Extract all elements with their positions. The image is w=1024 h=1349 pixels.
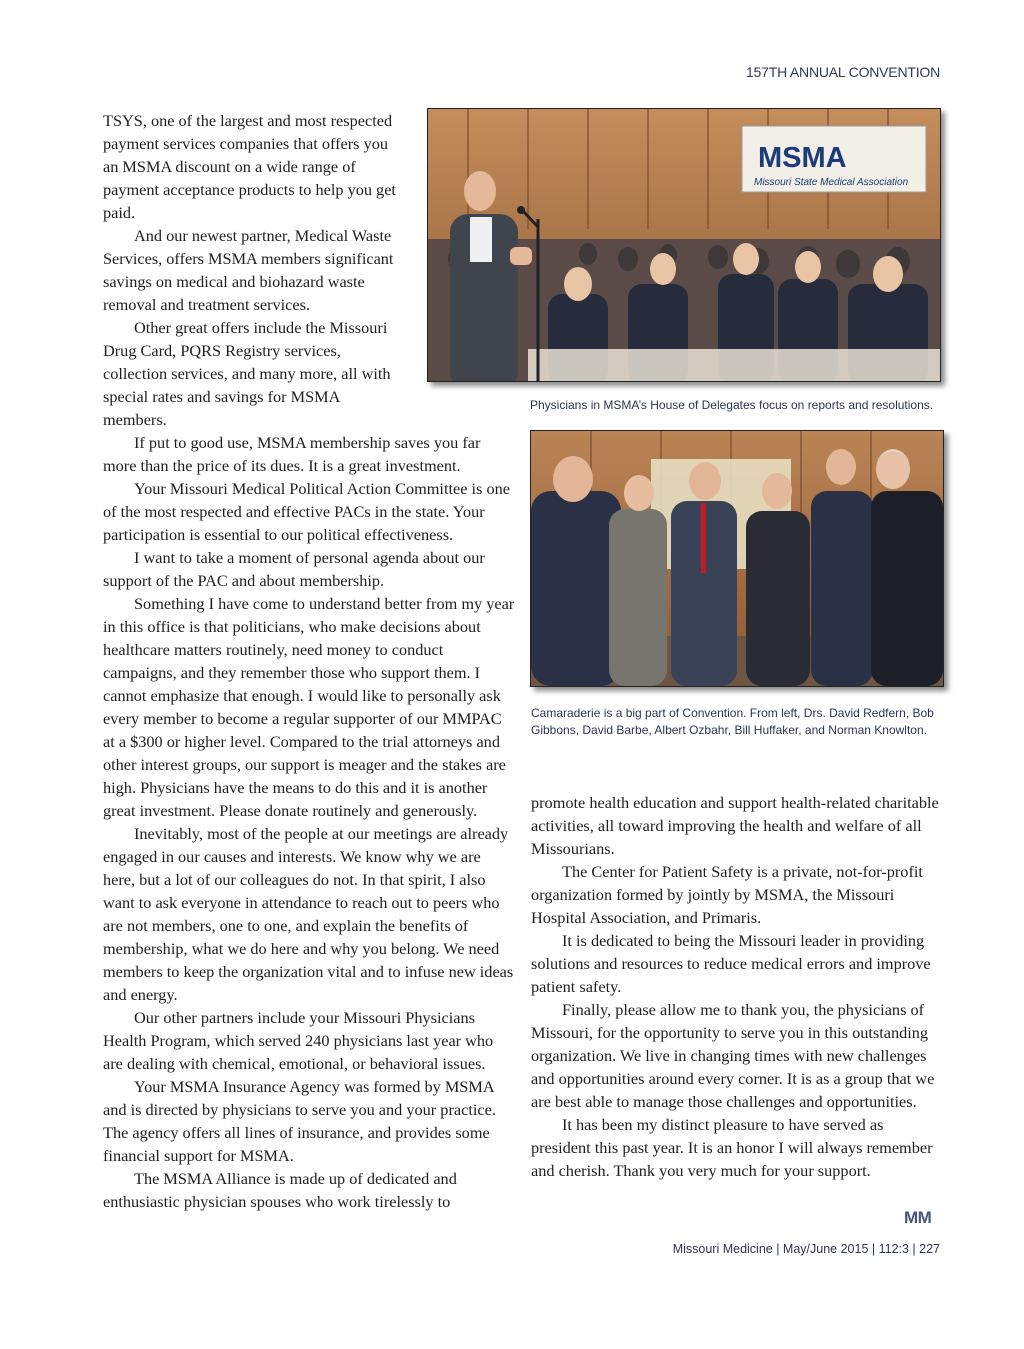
paragraph: It has been my distinct pleasure to have served as president this past year. It is an honor I will always remember and cherish. Thank you very much for your support. bbox=[531, 1115, 933, 1180]
paragraph: Our other partners include your Missouri Physicians Health Program, which served 240 physicians last year who are dealing with chemical, emotional, or behavioral issues. bbox=[103, 1008, 494, 1073]
physicians-group-photo bbox=[530, 430, 944, 687]
paragraph: And our newest partner, Medical Waste Services, offers MSMA members significant savings on medical and biohazard waste removal and treatment services. bbox=[103, 226, 394, 314]
paragraph: Other great offers include the Missouri Drug Card, PQRS Registry services, collection services, and many more, all with special rates and savings for MSMA members. bbox=[103, 318, 391, 429]
paragraph: Something I have come to understand better from my year in this office is that politicians, who make decisions about healthcare matters routinely, need money to conduct campaigns, and they remember those who support them. I cannot emphasize that enough. I would like to personally ask every member to become a regular supporter of our MMPAC at a $300 or higher level. Compared to the trial attorneys and other interest groups, our support is meager and the stakes are high. Physicians have the means to do this and it is another great investment. Please donate routinely and generously. bbox=[103, 594, 515, 820]
paragraph: Your MSMA Insurance Agency was formed by MSMA and is directed by physicians to serve you and your practice. The agency offers all lines of insurance, and provides some financial support for MSMA. bbox=[103, 1077, 496, 1165]
paragraph: Finally, please allow me to thank you, the physicians of Missouri, for the opportunity to serve you in this outstanding organization. We live in changing times with new challenges and opportunities around every corner. It is as a group that we are best able to manage those challenges and opportunities. bbox=[531, 1000, 935, 1111]
paragraph: promote health education and support health-related charitable activities, all toward improving the health and welfare of all Missourians. bbox=[531, 793, 939, 858]
paragraph: TSYS, one of the largest and most respected payment services companies that offers you an MSMA discount on a wide range of payment acceptance products to help you get paid. bbox=[103, 111, 396, 222]
house-of-delegates-photo bbox=[427, 108, 941, 382]
paragraph: Your Missouri Medical Political Action Committee is one of the most respected and effective PACs in the state. Your participation is essential to our political effectiveness. bbox=[103, 479, 510, 544]
paragraph: Inevitably, most of the people at our meetings are already engaged in our causes and interests. We know why we are here, but a lot of our colleagues do not. In that spirit, I also want to ask everyone in attendance to reach out to peers who are not members, one to one, and explain the benefits of membership, what we do here and why you belong. We need members to keep the organization vital and to infuse new ideas and energy. bbox=[103, 824, 514, 1004]
paragraph: The MSMA Alliance is made up of dedicated and enthusiastic physician spouses who work tirelessly to bbox=[103, 1169, 457, 1211]
house-of-delegates-caption: Physicians in MSMA’s House of Delegates focus on reports and resolutions. bbox=[530, 398, 934, 412]
house-of-delegates-illustration bbox=[428, 109, 940, 381]
right-column bbox=[531, 791, 941, 1182]
page-footer: Missouri Medicine | May/June 2015 | 112:3 | 227 bbox=[672, 1242, 940, 1256]
end-mark-logo: MM bbox=[904, 1208, 932, 1227]
physicians-group-caption: Camaraderie is a big part of Convention. From left, Drs. David Redfern, Bob Gibbons, David Barbe, Albert Ozbahr, Bill Huffaker, and Norman Knowlton. bbox=[531, 706, 934, 737]
msma-banner-text: Missouri State Medical Association bbox=[754, 177, 909, 188]
running-head: 157TH ANNUAL CONVENTION bbox=[745, 64, 940, 80]
physicians-group-illustration bbox=[531, 431, 943, 686]
paragraph: I want to take a moment of personal agenda about our support of the PAC and about membership. bbox=[103, 548, 485, 590]
paragraph: If put to good use, MSMA membership saves you far more than the price of its dues. It is a great investment. bbox=[103, 433, 481, 475]
paragraph: The Center for Patient Safety is a private, not-for-profit organization formed by jointly by MSMA, the Missouri Hospital Association, and Primaris. bbox=[531, 862, 923, 927]
paragraph: It is dedicated to being the Missouri leader in providing solutions and resources to reduce medical errors and improve patient safety. bbox=[531, 931, 931, 996]
msma-banner-logo: MSMA bbox=[758, 142, 847, 174]
